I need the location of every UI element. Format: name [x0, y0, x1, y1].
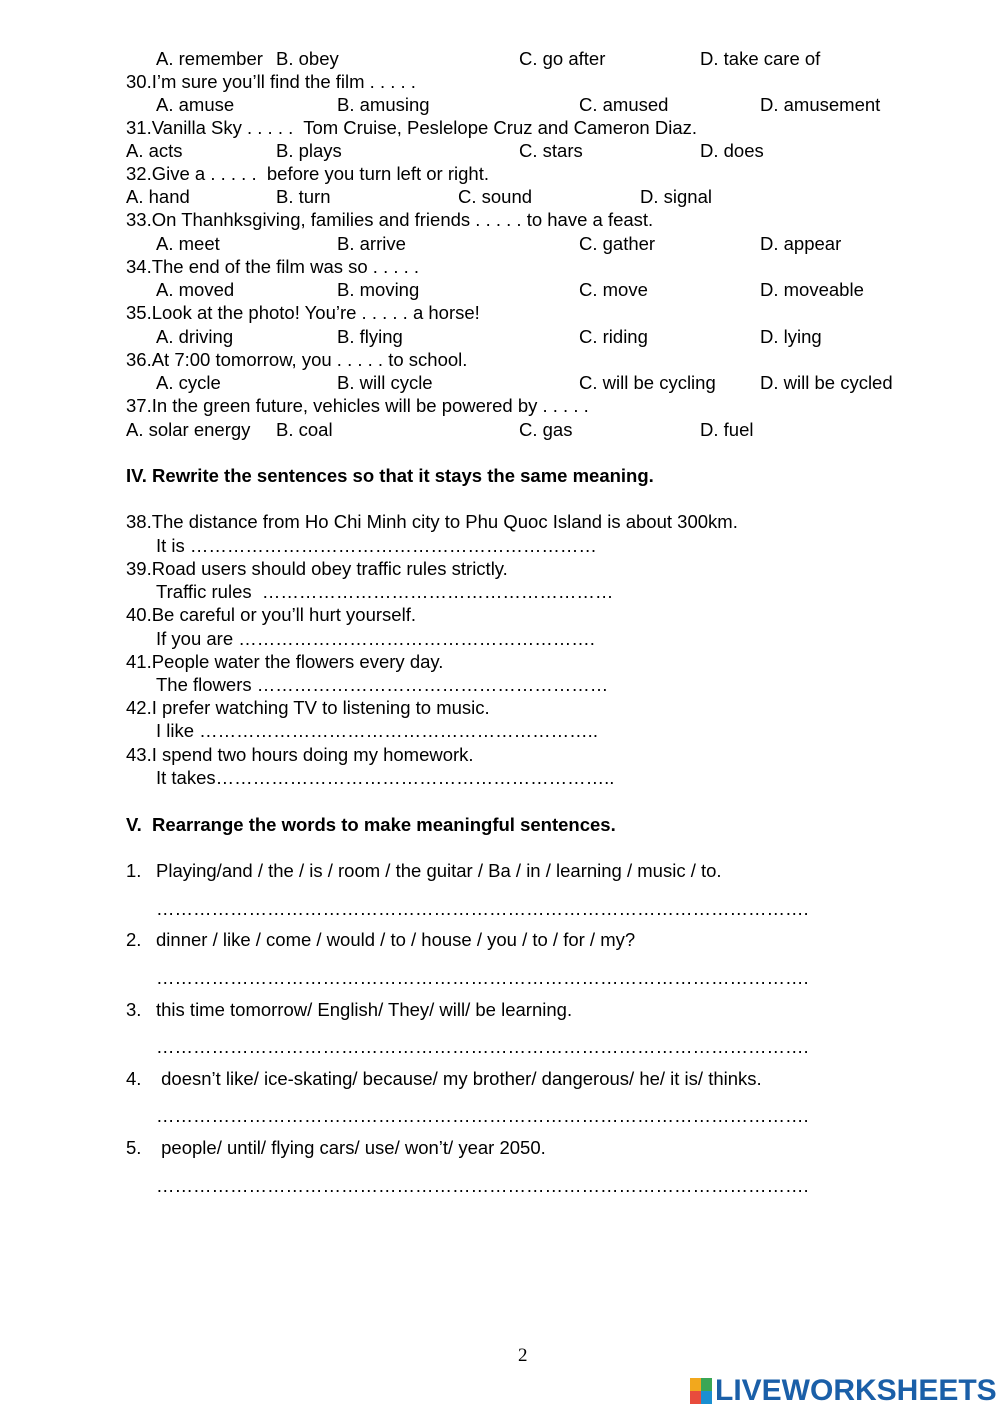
q34-question: 34.The end of the film was so . . . . . — [126, 256, 420, 277]
q36-option-a: A. cycle — [156, 372, 221, 393]
logo-badge-icon — [690, 1378, 712, 1404]
q43-sentence: 43.I spend two hours doing my homework. — [126, 744, 474, 765]
q31-option-c: C. stars — [519, 140, 583, 161]
q32-question: 32.Give a . . . . . before you turn left or right. — [126, 163, 489, 184]
q33-option-c: C. gather — [579, 233, 656, 254]
q32-option-c: C. sound — [458, 186, 533, 207]
q31-option-d: D. does — [700, 140, 764, 161]
rearrange-5-answer-line[interactable]: ……………………………………………………………………………………………. — [156, 1175, 809, 1196]
q32-option-a: A. hand — [126, 186, 190, 207]
q30-option-c: C. amused — [579, 94, 669, 115]
page-number: 2 — [518, 1345, 528, 1366]
q35-option-c: C. riding — [579, 326, 648, 347]
q33-option-a: A. meet — [156, 233, 220, 254]
logo-text: LIVEWORKSHEETS — [715, 1374, 997, 1407]
q40-answer-line[interactable]: If you are …………………………………………………. — [156, 628, 595, 649]
rearrange-3-words: this time tomorrow/ English/ They/ will/ be learning. — [156, 999, 573, 1020]
q36-question: 36.At 7:00 tomorrow, you . . . . . to school. — [126, 349, 468, 370]
rearrange-3-number: 3. — [126, 999, 142, 1020]
rearrange-2-words: dinner / like / come / would / to / house / you / to / for / my? — [156, 929, 636, 950]
q34-option-c: C. move — [579, 279, 648, 300]
q42-sentence: 42.I prefer watching TV to listening to music. — [126, 697, 490, 718]
rearrange-1-number: 1. — [126, 860, 142, 881]
q34-option-a: A. moved — [156, 279, 235, 300]
q35-option-b: B. flying — [337, 326, 403, 347]
rearrange-5-words: people/ until/ flying cars/ use/ won’t/ year 2050. — [156, 1137, 546, 1158]
q36-option-d: D. will be cycled — [760, 372, 893, 393]
rearrange-4-number: 4. — [126, 1068, 142, 1089]
rearrange-2-number: 2. — [126, 929, 142, 950]
q30-option-b: B. amusing — [337, 94, 430, 115]
q34-option-b: B. moving — [337, 279, 420, 300]
rearrange-4-words: doesn’t like/ ice-skating/ because/ my brother/ dangerous/ he/ it is/ thinks. — [156, 1068, 762, 1089]
q31-option-a: A. acts — [126, 140, 183, 161]
section-4-heading: IV. Rewrite the sentences so that it stays the same meaning. — [126, 465, 654, 486]
q29-option-c: C. go after — [519, 48, 606, 69]
rearrange-3-answer-line[interactable]: ……………………………………………………………………………………………. — [156, 1036, 809, 1057]
q31-question: 31.Vanilla Sky . . . . . Tom Cruise, Peslelope Cruz and Cameron Diaz. — [126, 117, 698, 138]
q41-sentence: 41.People water the flowers every day. — [126, 651, 444, 672]
q41-answer-line[interactable]: The flowers ………………………………………………… — [156, 674, 609, 695]
q35-option-d: D. lying — [760, 326, 822, 347]
q37-option-d: D. fuel — [700, 419, 754, 440]
rearrange-1-words: Playing/and / the / is / room / the guitar / Ba / in / learning / music / to. — [156, 860, 722, 881]
q35-option-a: A. driving — [156, 326, 234, 347]
q33-question: 33.On Thanhksgiving, families and friends . . . . . to have a feast. — [126, 209, 654, 230]
q35-question: 35.Look at the photo! You’re . . . . . a horse! — [126, 302, 480, 323]
rearrange-1-answer-line[interactable]: ……………………………………………………………………………………………. — [156, 898, 809, 919]
q37-question: 37.In the green future, vehicles will be powered by . . . . . — [126, 395, 589, 416]
q38-sentence: 38.The distance from Ho Chi Minh city to Phu Quoc Island is about 300km. — [126, 511, 738, 532]
rearrange-2-answer-line[interactable]: ……………………………………………………………………………………………. — [156, 967, 809, 988]
q43-answer-line[interactable]: It takes……………………………………………………….. — [156, 767, 615, 788]
q33-option-b: B. arrive — [337, 233, 406, 254]
q36-option-c: C. will be cycling — [579, 372, 716, 393]
q29-option-d: D. take care of — [700, 48, 821, 69]
q33-option-d: D. appear — [760, 233, 842, 254]
q30-option-d: D. amusement — [760, 94, 881, 115]
q34-option-d: D. moveable — [760, 279, 864, 300]
q40-sentence: 40.Be careful or you’ll hurt yourself. — [126, 604, 416, 625]
q38-answer-line[interactable]: It is ………………………………………………………… — [156, 535, 597, 556]
q37-option-c: C. gas — [519, 419, 573, 440]
q31-option-b: B. plays — [276, 140, 342, 161]
liveworksheets-logo — [690, 1374, 997, 1408]
q30-question: 30.I’m sure you’ll find the film . . . . . — [126, 71, 416, 92]
q42-answer-line[interactable]: I like ……………………………………………………….. — [156, 720, 598, 741]
q37-option-b: B. coal — [276, 419, 333, 440]
q39-answer-line[interactable]: Traffic rules ………………………………………………… — [156, 581, 614, 602]
q29-option-b: B. obey — [276, 48, 339, 69]
section-5-heading: V. Rearrange the words to make meaningful sentences. — [126, 814, 616, 835]
q32-option-d: D. signal — [640, 186, 712, 207]
q32-option-b: B. turn — [276, 186, 331, 207]
q29-option-a: A. remember — [156, 48, 263, 69]
rearrange-5-number: 5. — [126, 1137, 142, 1158]
q36-option-b: B. will cycle — [337, 372, 433, 393]
q39-sentence: 39.Road users should obey traffic rules strictly. — [126, 558, 508, 579]
q30-option-a: A. amuse — [156, 94, 235, 115]
rearrange-4-answer-line[interactable]: ……………………………………………………………………………………………. — [156, 1105, 809, 1126]
q37-option-a: A. solar energy — [126, 419, 251, 440]
